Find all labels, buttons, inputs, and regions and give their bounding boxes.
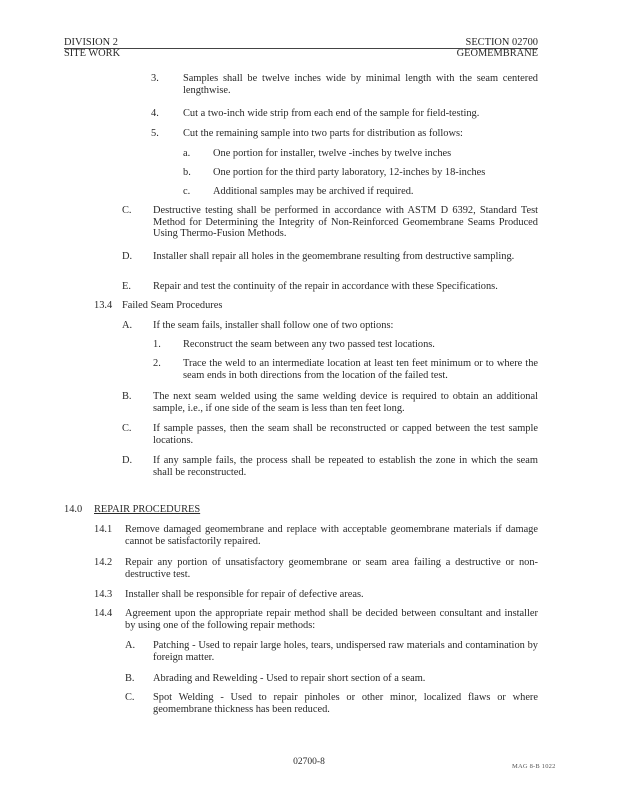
item-text: Remove damaged geomembrane and replace with acceptable geomembrane materials if damage cannot be satisfactorily repaired. xyxy=(125,524,538,547)
division-label: DIVISION 2 xyxy=(64,37,118,48)
item-label: C. xyxy=(122,205,132,216)
page-header xyxy=(64,37,538,61)
item-label: a. xyxy=(183,148,191,159)
item-text: Cut the remaining sample into two parts for distribution as follows: xyxy=(183,128,463,139)
item-text: Repair any portion of unsatisfactory geomembrane or seam area failing a destructive or non-destructive test. xyxy=(125,557,538,580)
item-label: C. xyxy=(125,692,135,703)
item-text: The next seam welded using the same welding device is required to obtain an additional sample, i.e., if one side of the seam is less than ten feet long. xyxy=(153,391,538,414)
item-label: B. xyxy=(122,391,132,402)
item-label: 2. xyxy=(153,358,161,369)
section-heading-text: REPAIR PROCEDURES xyxy=(94,504,201,515)
item-text: Spot Welding - Used to repair pinholes or other minor, localized flaws or where geomembrane thickness has been reduced. xyxy=(153,692,538,715)
item-label: 1. xyxy=(153,339,161,350)
item-text: If the seam fails, installer shall follow one of two options: xyxy=(153,320,394,331)
item-text: Additional samples may be archived if required. xyxy=(213,186,414,197)
item-label: 14.2 xyxy=(94,557,113,568)
item-label: 13.4 xyxy=(94,300,113,311)
item-label: E. xyxy=(122,281,131,292)
item-label: 5. xyxy=(151,128,159,139)
section-number-label: 14.0 xyxy=(64,504,83,515)
item-label: b. xyxy=(183,167,191,178)
site-work-label: SITE WORK xyxy=(64,48,121,59)
item-text: Reconstruct the seam between any two passed test locations. xyxy=(183,339,435,350)
item-text: One portion for the third party laboratory, 12-inches by 18-inches xyxy=(213,167,486,178)
item-text: If sample passes, then the seam shall be reconstructed or capped between the test sample locations. xyxy=(153,423,538,446)
section-number: SECTION 02700 xyxy=(465,37,538,48)
item-label: D. xyxy=(122,251,133,262)
section-title: GEOMEMBRANE xyxy=(456,48,538,59)
item-text: Agreement upon the appropriate repair method shall be decided between consultant and installer by using one of the following repair methods: xyxy=(125,608,538,631)
item-text: Destructive testing shall be performed in accordance with ASTM D 6392, Standard Test Method for Determining the Integrity of Non-Reinforced Geomembrane Seams Produced Using Thermo-Fusion Methods. xyxy=(153,205,538,239)
item-label: 4. xyxy=(151,108,159,119)
document-stamp: MAG 8-B 1022 xyxy=(512,763,556,770)
item-label: 3. xyxy=(151,73,159,84)
item-label: B. xyxy=(125,673,135,684)
item-text: Installer shall repair all holes in the geomembrane resulting from destructive sampling. xyxy=(153,251,515,262)
item-text: Failed Seam Procedures xyxy=(122,300,223,311)
item-label: 14.1 xyxy=(94,524,113,535)
item-text: If any sample fails, the process shall be repeated to establish the zone in which the seam shall be reconstructed. xyxy=(153,455,538,478)
item-label: 14.4 xyxy=(94,608,113,619)
item-text: One portion for installer, twelve -inches by twelve inches xyxy=(213,148,452,159)
item-text: Cut a two-inch wide strip from each end of the sample for field-testing. xyxy=(183,108,480,119)
item-text: Abrading and Rewelding - Used to repair short section of a seam. xyxy=(153,673,426,684)
item-label: A. xyxy=(125,640,136,651)
item-label: D. xyxy=(122,455,133,466)
item-label: C. xyxy=(122,423,132,434)
item-text: Samples shall be twelve inches wide by minimal length with the seam centered lengthwise. xyxy=(183,73,538,96)
item-label: A. xyxy=(122,320,133,331)
item-label: 14.3 xyxy=(94,589,113,600)
item-text: Trace the weld to an intermediate location at least ten feet minimum or to where the seam ends in both directions from the location of the failed test. xyxy=(183,358,538,381)
item-text: Patching - Used to repair large holes, tears, undispersed raw materials and contamination by foreign matter. xyxy=(153,640,538,663)
item-text: Repair and test the continuity of the repair in accordance with these Specifications. xyxy=(153,281,498,292)
page-number: 02700-8 xyxy=(293,757,325,767)
item-text: Installer shall be responsible for repair of defective areas. xyxy=(125,589,364,600)
item-label: c. xyxy=(183,186,191,197)
